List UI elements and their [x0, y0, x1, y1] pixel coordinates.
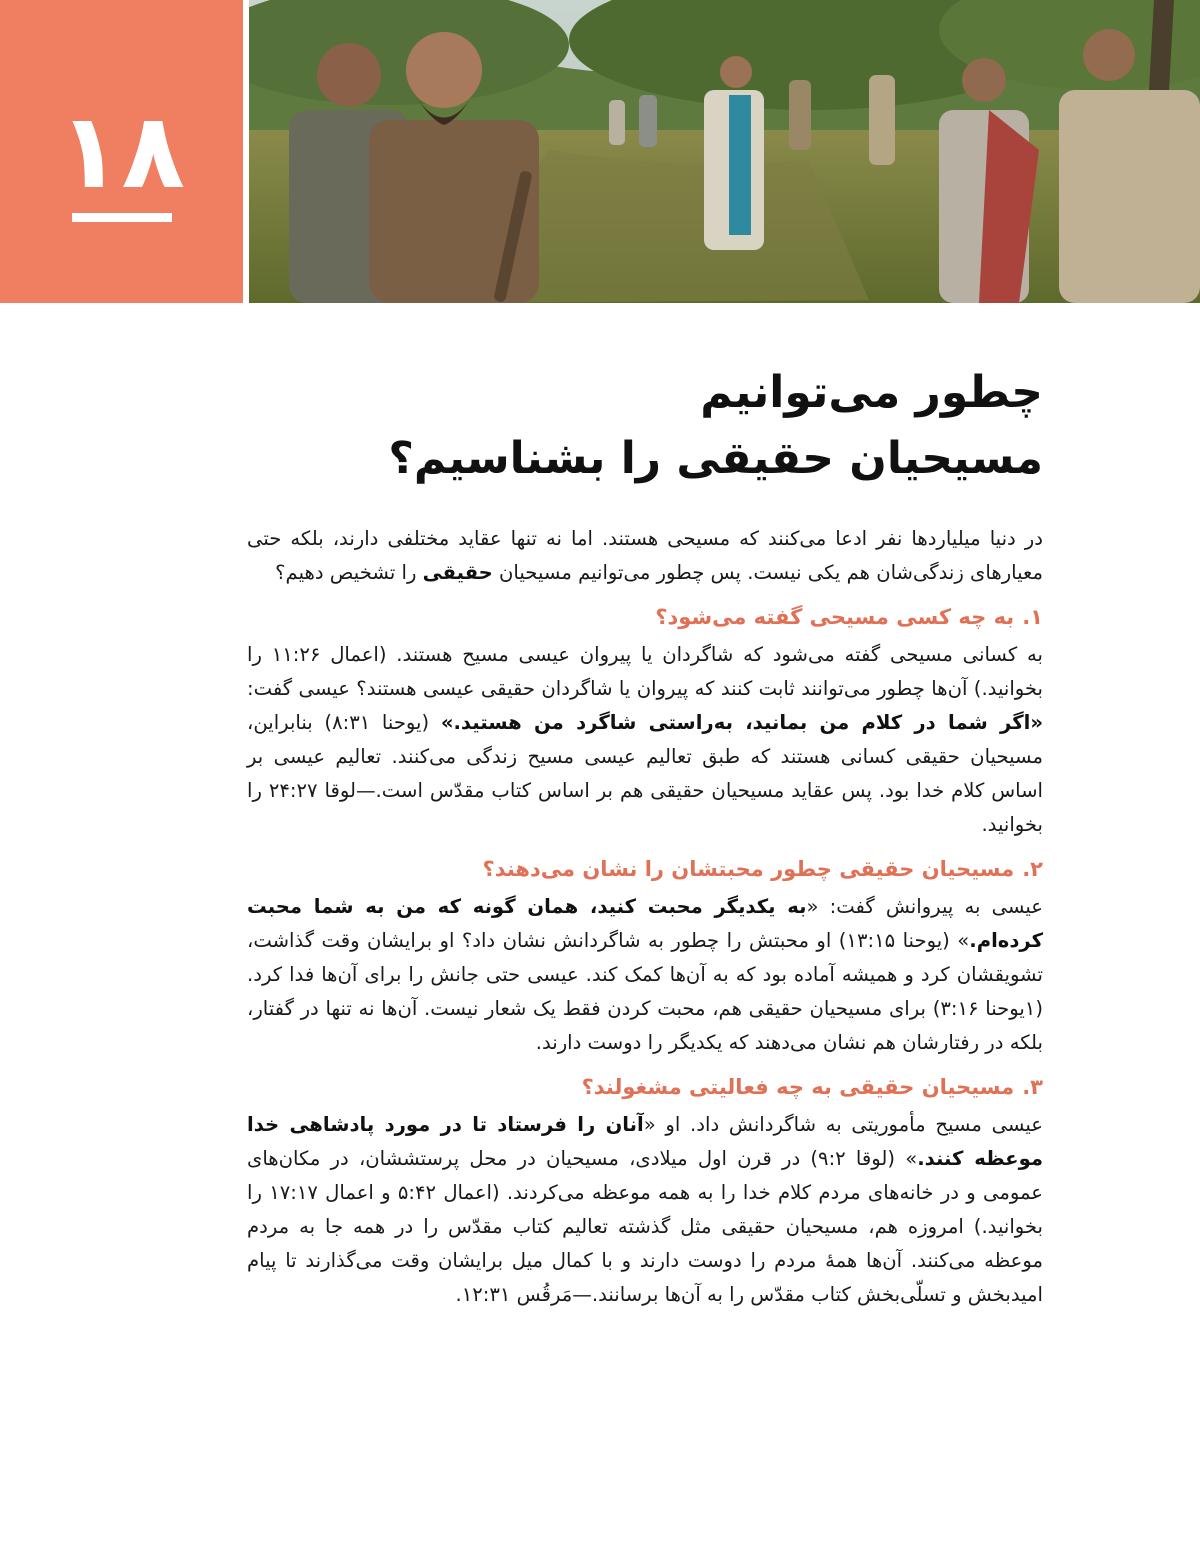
- intro-bold: حقیقی: [422, 561, 493, 584]
- section-3-heading: [247, 1070, 1043, 1104]
- section-1-bold: «اگر شما در کلام من بمانید، به‌راستی شاگرد من هستید.»: [440, 711, 1043, 734]
- section-3-text-1: عیسی مسیح مأموریتی به شاگردانش داد. او «: [643, 1113, 1043, 1136]
- section-1-text-2: (یوحنا ۸:۳۱) بنابراین، مسیحیان حقیقی کسانی هستند که طبق تعالیم عیسی مسیح زندگی می‌کنند. تعالیم عیسی بر اساس کلام خدا بود. پس عقاید مسیحیان حقیقی هم بر اساس کتاب مقدّس است.—لوقا ۲۴:۲۷ را بخوانید.: [247, 711, 1044, 836]
- intro-text-b: را تشخیص دهیم؟: [275, 561, 423, 584]
- section-1-heading: [247, 600, 1043, 634]
- section-1-question: به چه کسی مسیحی گفته می‌شود؟: [655, 605, 1015, 629]
- section-1-body: [247, 638, 1043, 842]
- header-photo: [249, 0, 1200, 303]
- section-1-number: ۱.: [1022, 605, 1043, 629]
- lesson-badge: [0, 0, 243, 303]
- lesson-number: ۱۸: [58, 90, 185, 212]
- page-title: [223, 360, 1043, 492]
- intro-text-a: در دنیا میلیاردها نفر ادعا می‌کنند که مسیحی هستند. اما نه تنها عقاید مختلفی دارند، بلکه حتی معیارهای زندگی‌شان هم یکی نیست. پس چطور می‌توانیم مسیحیان: [247, 527, 1043, 584]
- section-3-text-2: » (لوقا ۹:۲) در قرن اول میلادی، مسیحیان در محل پرستششان، در مکان‌های عمومی و در خانه‌های مردم کلام خدا را به همه موعظه می‌کردند. (اعمال ۵:۴۲ و اعمال ۱۷:۱۷ را بخوانید.) امروزه هم، مسیحیان حقیقی مثل گذشته تعالیم کتاب مقدّس را در همه جا به مردم موعظه می‌کنند. آن‌ها همهٔ مردم را دوست دارند و با کمال میل برایشان وقت می‌گذارند تا پیام امیدبخش و تسلّی‌بخش کتاب مقدّس را به آن‌ها برسانند.—مَرقُس ۱۲:۳۱.: [247, 1147, 1043, 1306]
- section-1: [247, 600, 1043, 842]
- page-title-line-1: چطور می‌توانیم: [700, 367, 1043, 418]
- section-3-bold: آنان را فرستاد تا در مورد پادشاهی خدا موعظه کنند.: [247, 1113, 1043, 1170]
- section-3-question: مسیحیان حقیقی به چه فعالیتی مشغولند؟: [581, 1075, 1015, 1099]
- lesson-number-underline: [72, 213, 172, 222]
- section-2-text-2: » (یوحنا ۱۳:۱۵) او محبتش را چطور به شاگردانش نشان داد؟ او برایشان وقت گذاشت، تشویقشان کرد و همیشه آماده بود که به آن‌ها کمک کند. عیسی حتی جانش را برای آن‌ها فدا کرد. (۱یوحنا ۳:۱۶) برای مسیحیان حقیقی هم، محبت کردن فقط یک شعار نیست. آن‌ها نه تنها در گفتار، بلکه در رفتارشان هم نشان می‌دهند که یکدیگر را دوست دارند.: [247, 929, 1043, 1054]
- intro-paragraph: [247, 522, 1043, 590]
- section-2-text-1: عیسی به پیروانش گفت: «: [806, 895, 1043, 918]
- section-3-body: [247, 1108, 1043, 1312]
- section-2-number: ۲.: [1022, 857, 1043, 881]
- section-3-number: ۳.: [1022, 1075, 1043, 1099]
- section-3: [247, 1070, 1043, 1312]
- section-1-text-1: به کسانی مسیحی گفته می‌شود که شاگردان یا پیروان عیسی مسیح هستند. (اعمال ۱۱:۲۶ را بخوانید.) آن‌ها چطور می‌توانند ثابت کنند که پیروان یا شاگردان حقیقی عیسی هستند؟ عیسی گفت:: [247, 643, 1043, 700]
- section-2-question: مسیحیان حقیقی چطور محبتشان را نشان می‌دهند؟: [482, 857, 1015, 881]
- section-2-heading: [247, 852, 1043, 886]
- section-2: [247, 852, 1043, 1060]
- section-2-bold: به یکدیگر محبت کنید، همان گونه که من به شما محبت کرده‌ام.: [247, 895, 1043, 952]
- section-2-body: [247, 890, 1043, 1060]
- lesson-content: [247, 522, 1043, 1322]
- header-band: [0, 0, 1200, 303]
- page-title-line-2: مسیحیان حقیقی را بشناسیم؟: [388, 433, 1043, 484]
